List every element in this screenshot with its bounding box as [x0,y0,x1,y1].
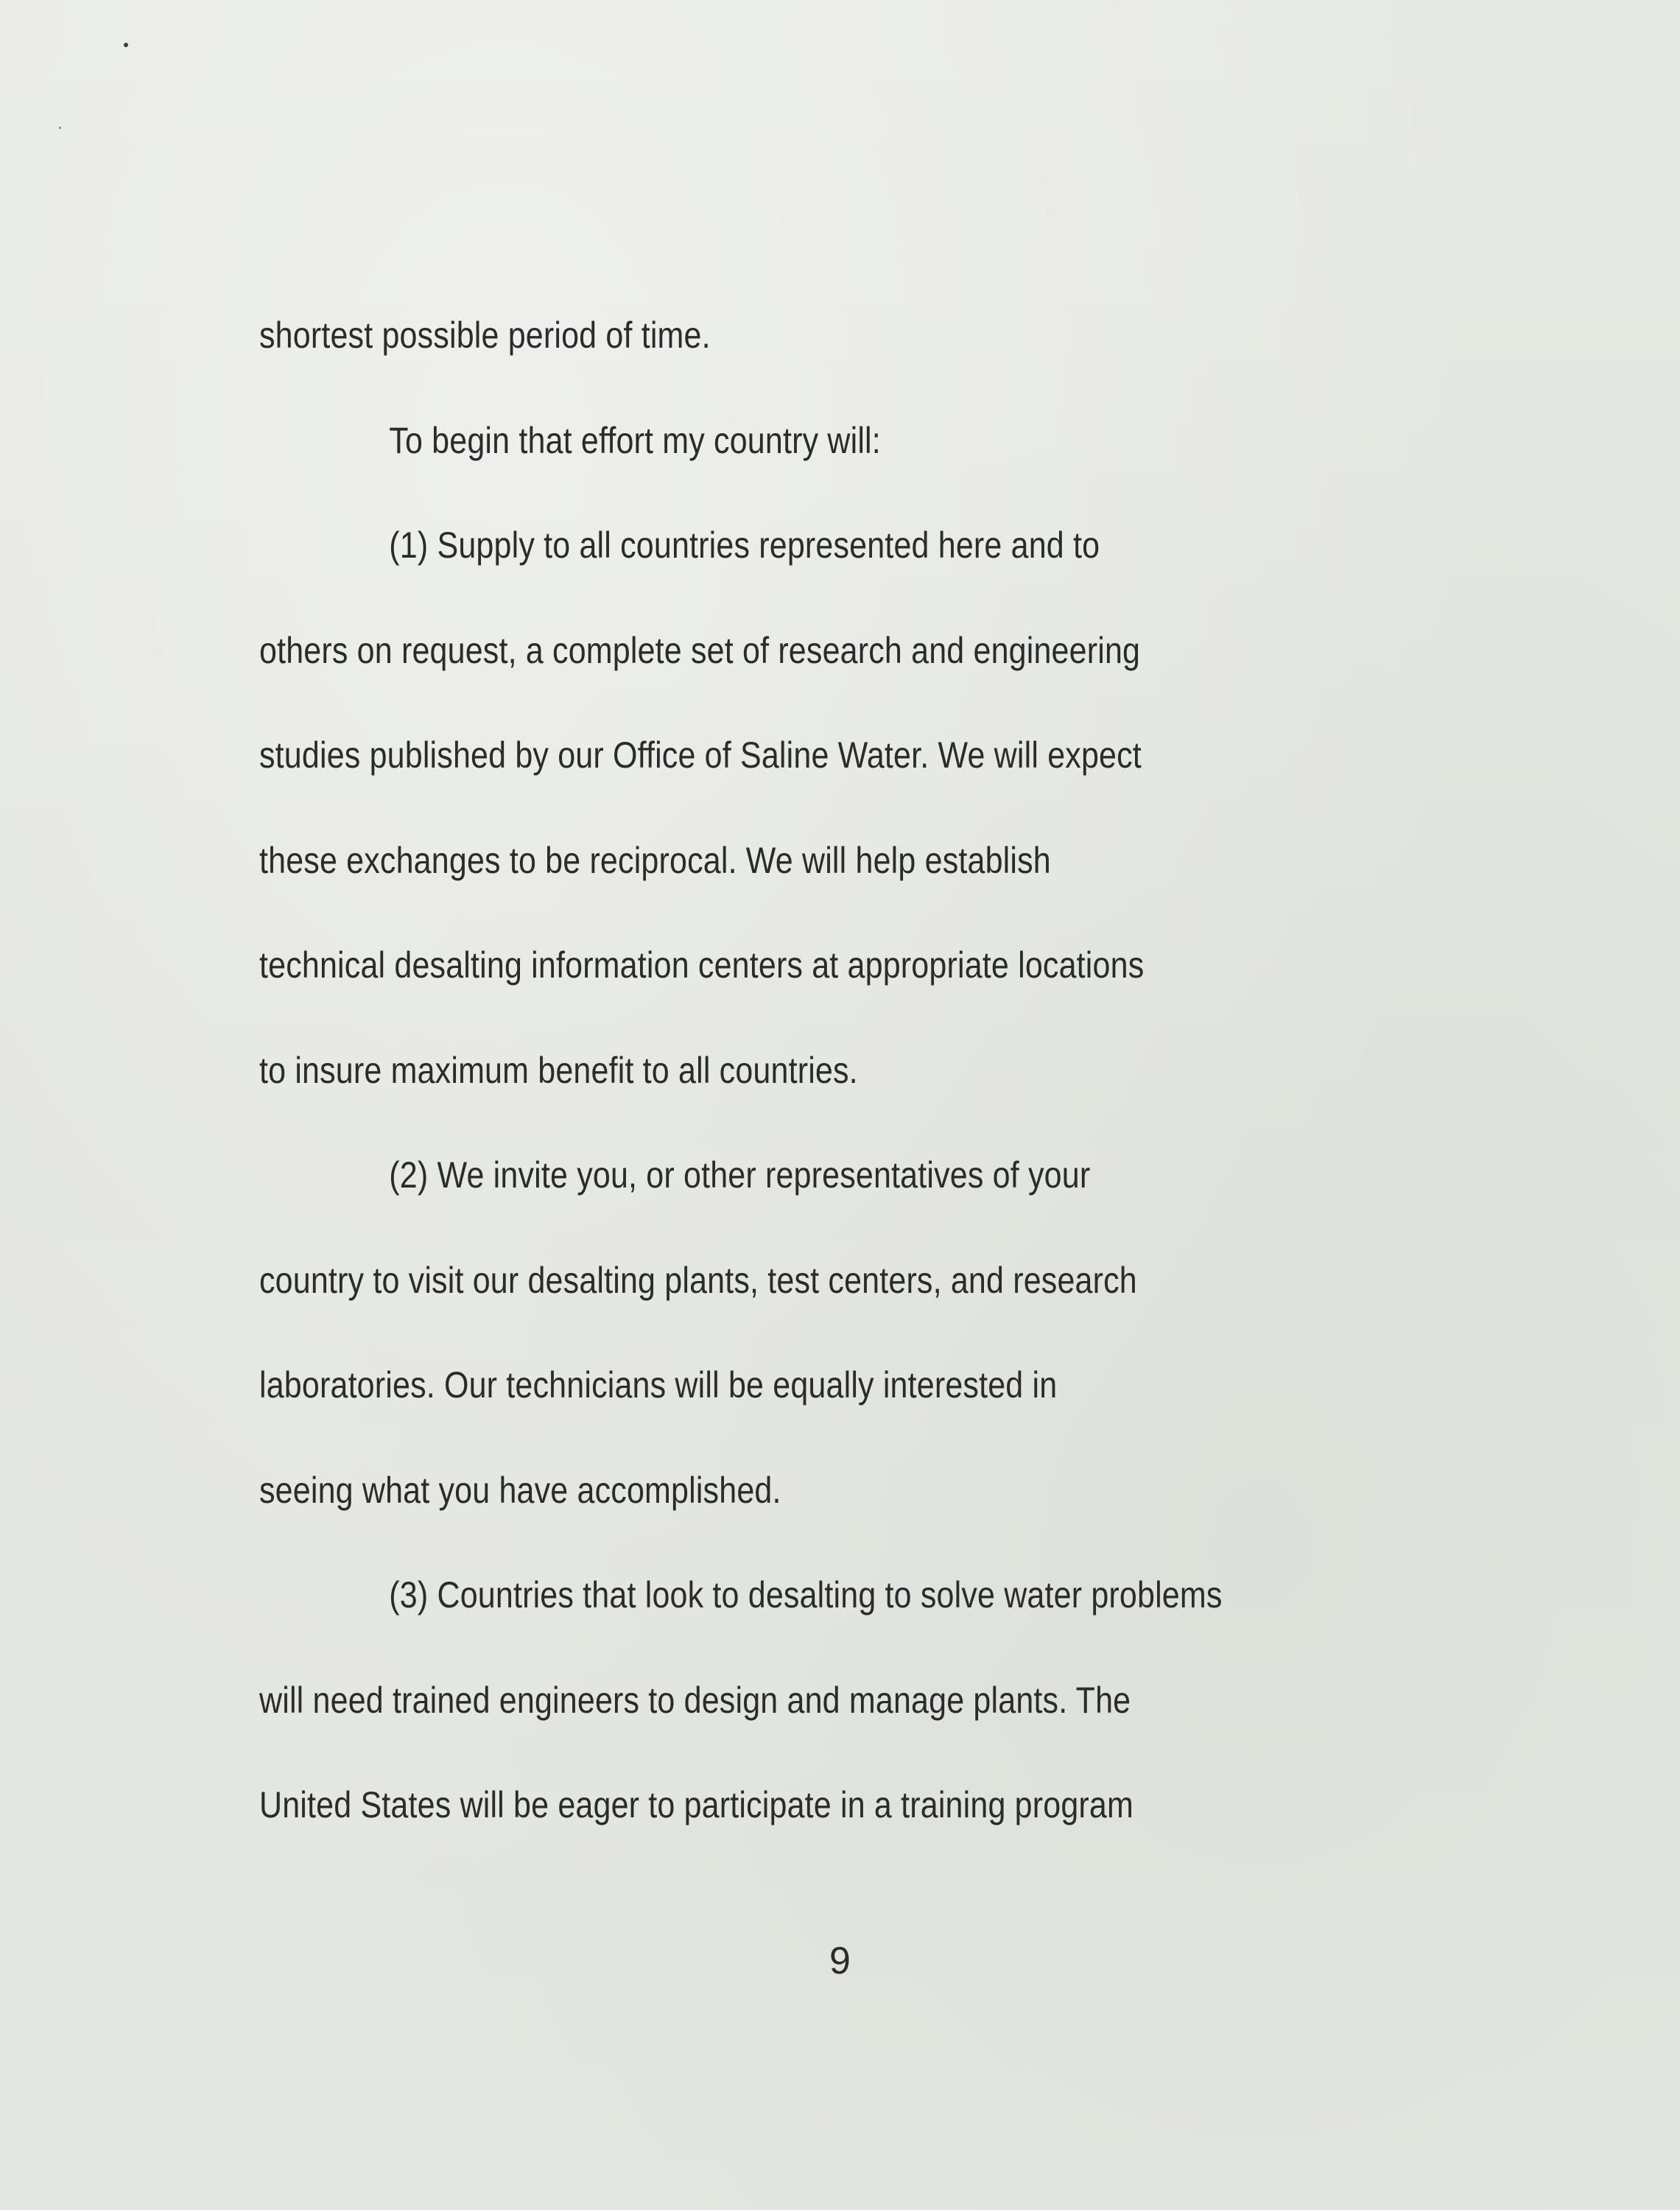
text-line: United States will be eager to participate in a training program [259,1784,1134,1825]
text-line: will need trained engineers to design and manage plants. The [259,1679,1131,1721]
text-line: shortest possible period of time. [259,315,711,356]
text-line: seeing what you have accomplished. [259,1469,781,1511]
text-line: (3) Countries that look to desalting to solve water problems [389,1574,1223,1616]
text-line: (2) We invite you, or other representatives of your [389,1154,1091,1196]
text-line: (1) Supply to all countries represented here and to [389,525,1100,566]
text-line: studies published by our Office of Saline Water. We will expect [259,734,1142,776]
paper-speck [59,127,61,129]
text-line: these exchanges to be reciprocal. We will help establish [259,839,1051,881]
text-line: To begin that effort my country will: [389,419,881,461]
text-line: laboratories. Our technicians will be equally interested in [259,1364,1058,1406]
text-line: others on request, a complete set of research and engineering [259,629,1141,671]
text-line: country to visit our desalting plants, test centers, and research [259,1259,1137,1301]
page-number: 9 [829,1940,851,1982]
body-text [259,302,1511,1877]
paper-speck [124,43,128,47]
text-line: to insure maximum benefit to all countries. [259,1049,858,1091]
text-line: technical desalting information centers at appropriate locations [259,944,1145,986]
